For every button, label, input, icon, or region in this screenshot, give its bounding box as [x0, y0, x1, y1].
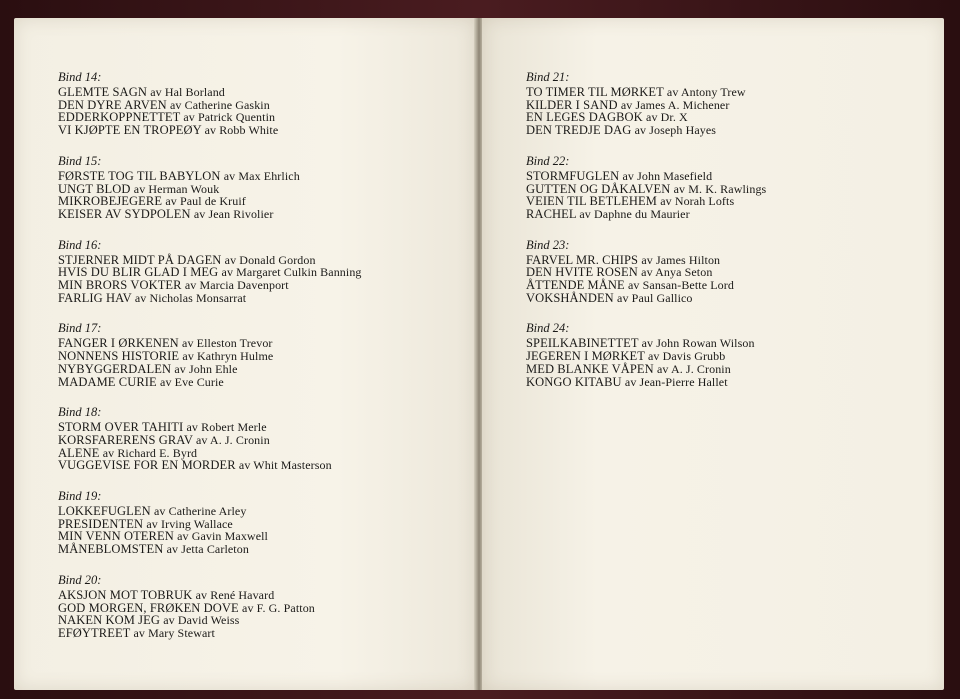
- book-title: KONGO KITABU: [526, 374, 622, 389]
- book-author: av Hal Borland: [150, 85, 225, 99]
- book-title: FANGER I ØRKENEN: [58, 336, 179, 351]
- bind-group: [526, 321, 936, 388]
- book-title: MADAME CURIE: [58, 374, 157, 389]
- book-entry: [58, 376, 468, 389]
- book-author: av Dr. X: [646, 110, 688, 125]
- book-title: VUGGEVISE FOR EN MORDER: [58, 458, 236, 473]
- book-author: av Joseph Hayes: [634, 123, 717, 138]
- book-title: KEISER AV SYDPOLEN: [58, 206, 191, 221]
- bind-label: Bind 22:: [526, 153, 570, 168]
- book-author: av Catherine Gaskin: [169, 97, 270, 112]
- book-title: MIN VENN OTEREN: [58, 529, 174, 544]
- book-title: DEN TREDJE DAG: [526, 123, 632, 138]
- book-title: SPEILKABINETTET: [526, 336, 639, 351]
- book-author: av A. J. Cronin: [195, 432, 270, 447]
- bind-label: Bind 17:: [58, 321, 102, 336]
- book-author: av F. G. Patton: [242, 600, 315, 615]
- book-entry: [58, 124, 468, 137]
- book-title: DEN HVITE ROSEN: [526, 265, 638, 280]
- bind-group: [58, 489, 468, 556]
- book-author: av Herman Wouk: [133, 181, 220, 196]
- book-title: FØRSTE TOG TIL BABYLON: [58, 168, 221, 183]
- book-author: av Sansan-Bette Lord: [628, 278, 734, 293]
- book-title: EDDERKOPPNETTET: [58, 110, 181, 125]
- book-author: av Whit Masterson: [238, 458, 332, 473]
- bind-group: [526, 70, 936, 137]
- book-title: KILDER I SAND: [526, 97, 618, 112]
- book-author: av Richard E. Byrd: [102, 445, 198, 460]
- left-page: [14, 18, 476, 690]
- right-page: [482, 18, 944, 690]
- book-title: VI KJØPTE EN TROPEØY: [58, 123, 202, 138]
- book-title: MIKROBEJEGERE: [58, 194, 163, 209]
- book-title: KORSFARERENS GRAV: [58, 432, 193, 447]
- bind-group: [58, 573, 468, 640]
- book-title: GUTTEN OG DÅKALVEN: [526, 181, 671, 196]
- book-entry: [58, 208, 468, 221]
- book-title: VEIEN TIL BETLEHEM: [526, 194, 657, 209]
- bind-label: Bind 18:: [58, 405, 102, 420]
- book-title: STORM OVER TAHITI: [58, 420, 184, 435]
- book-author: av Paul de Kruif: [165, 194, 246, 209]
- book-title: MIN BRORS VOKTER: [58, 278, 182, 293]
- book-author: av A. J. Cronin: [657, 361, 731, 376]
- book-author: av Antony Trew: [666, 85, 746, 99]
- book-author: av James Hilton: [641, 252, 721, 267]
- book-entry: [58, 292, 468, 305]
- book-title: DEN DYRE ARVEN: [58, 97, 167, 112]
- book-title: MED BLANKE VÅPEN: [526, 361, 654, 376]
- book-entry: [58, 459, 468, 472]
- book-author: av Robert Merle: [186, 420, 267, 435]
- book-title: GOD MORGEN, FRØKEN DOVE: [58, 600, 239, 615]
- book-title: NYBYGGERDALEN: [58, 361, 172, 376]
- book-title: LOKKEFUGLEN: [58, 504, 151, 519]
- bind-group: [58, 405, 468, 472]
- book-author: av Irving Wallace: [146, 516, 233, 531]
- book-author: av John Masefield: [622, 168, 713, 183]
- book-title: MÅNEBLOMSTEN: [58, 542, 164, 557]
- left-column: [58, 70, 468, 657]
- book-author: av Catherine Arley: [154, 504, 247, 519]
- book-author: av Norah Lofts: [660, 194, 735, 209]
- book-author: av Robb White: [204, 123, 279, 138]
- bind-label: Bind 24:: [526, 321, 570, 336]
- book-author: av M. K. Rawlings: [673, 181, 767, 196]
- book-author: av James A. Michener: [620, 97, 730, 112]
- book-title: TO TIMER TIL MØRKET: [526, 85, 664, 99]
- book-title: HVIS DU BLIR GLAD I MEG: [58, 265, 219, 280]
- book-author: av David Weiss: [163, 613, 240, 628]
- book-title: STORMFUGLEN: [526, 168, 620, 183]
- book-author: av Donald Gordon: [224, 252, 316, 267]
- bind-label: Bind 14:: [58, 70, 102, 84]
- book-title: NAKEN KOM JEG: [58, 613, 160, 628]
- bind-label: Bind 15:: [58, 153, 102, 168]
- book-author: av Paul Gallico: [617, 290, 693, 305]
- book-title: EN LEGES DAGBOK: [526, 110, 643, 125]
- bind-label: Bind 16:: [58, 237, 102, 252]
- book-author: av Davis Grubb: [647, 349, 726, 364]
- bind-group: [58, 238, 468, 305]
- book-author: av Anya Seton: [641, 265, 713, 280]
- book-title: UNGT BLOD: [58, 181, 131, 196]
- book-title: FARLIG HAV: [58, 290, 132, 305]
- book-author: av Nicholas Monsarrat: [134, 290, 247, 305]
- book-author: av Max Ehrlich: [223, 168, 300, 183]
- book-author: av Jean Rivolier: [193, 206, 274, 221]
- bind-label: Bind 21:: [526, 70, 570, 84]
- book-author: av Patrick Quentin: [183, 110, 276, 125]
- book-author: av Daphne du Maurier: [579, 206, 690, 221]
- book-author: av John Rowan Wilson: [641, 336, 755, 351]
- book-title: FARVEL MR. CHIPS: [526, 252, 639, 267]
- book-entry: [58, 543, 468, 556]
- book-entry: [58, 627, 468, 640]
- book-title: PRESIDENTEN: [58, 516, 144, 531]
- book-title: ALENE: [58, 445, 100, 460]
- book-entry: [526, 292, 936, 305]
- book-title: EFØYTREET: [58, 625, 131, 640]
- book-author: av Kathryn Hulme: [182, 349, 274, 364]
- bind-group: [526, 154, 936, 221]
- book-author: av René Havard: [195, 587, 275, 602]
- book-title: JEGEREN I MØRKET: [526, 349, 645, 364]
- right-column: [526, 70, 936, 405]
- book-title: RACHEL: [526, 206, 577, 221]
- bind-label: Bind 20:: [58, 572, 102, 587]
- book-author: av John Ehle: [174, 361, 238, 376]
- book-title: STJERNER MIDT PÅ DAGEN: [58, 252, 222, 267]
- book-author: av Mary Stewart: [133, 625, 215, 640]
- book-entry: [526, 124, 936, 137]
- book-entry: [526, 376, 936, 389]
- bind-group: [58, 154, 468, 221]
- book-author: av Eve Curie: [160, 374, 224, 389]
- book-title: VOKSHÅNDEN: [526, 290, 614, 305]
- book-author: av Jetta Carleton: [166, 542, 249, 557]
- book-title: ÅTTENDE MÅNE: [526, 278, 625, 293]
- bind-label: Bind 23:: [526, 237, 570, 252]
- bind-group: [58, 321, 468, 388]
- bind-group: [58, 70, 468, 137]
- book-author: av Margaret Culkin Banning: [221, 265, 362, 280]
- bind-group: [526, 238, 936, 305]
- book-author: av Jean-Pierre Hallet: [624, 374, 728, 389]
- book-title: AKSJON MOT TOBRUK: [58, 587, 193, 602]
- book-title: GLEMTE SAGN: [58, 85, 147, 99]
- book-entry: [526, 208, 936, 221]
- book-title: NONNENS HISTORIE: [58, 349, 180, 364]
- bind-label: Bind 19:: [58, 489, 102, 504]
- book-author: av Gavin Maxwell: [177, 529, 268, 544]
- book-author: av Elleston Trevor: [182, 336, 273, 351]
- book-author: av Marcia Davenport: [184, 278, 289, 293]
